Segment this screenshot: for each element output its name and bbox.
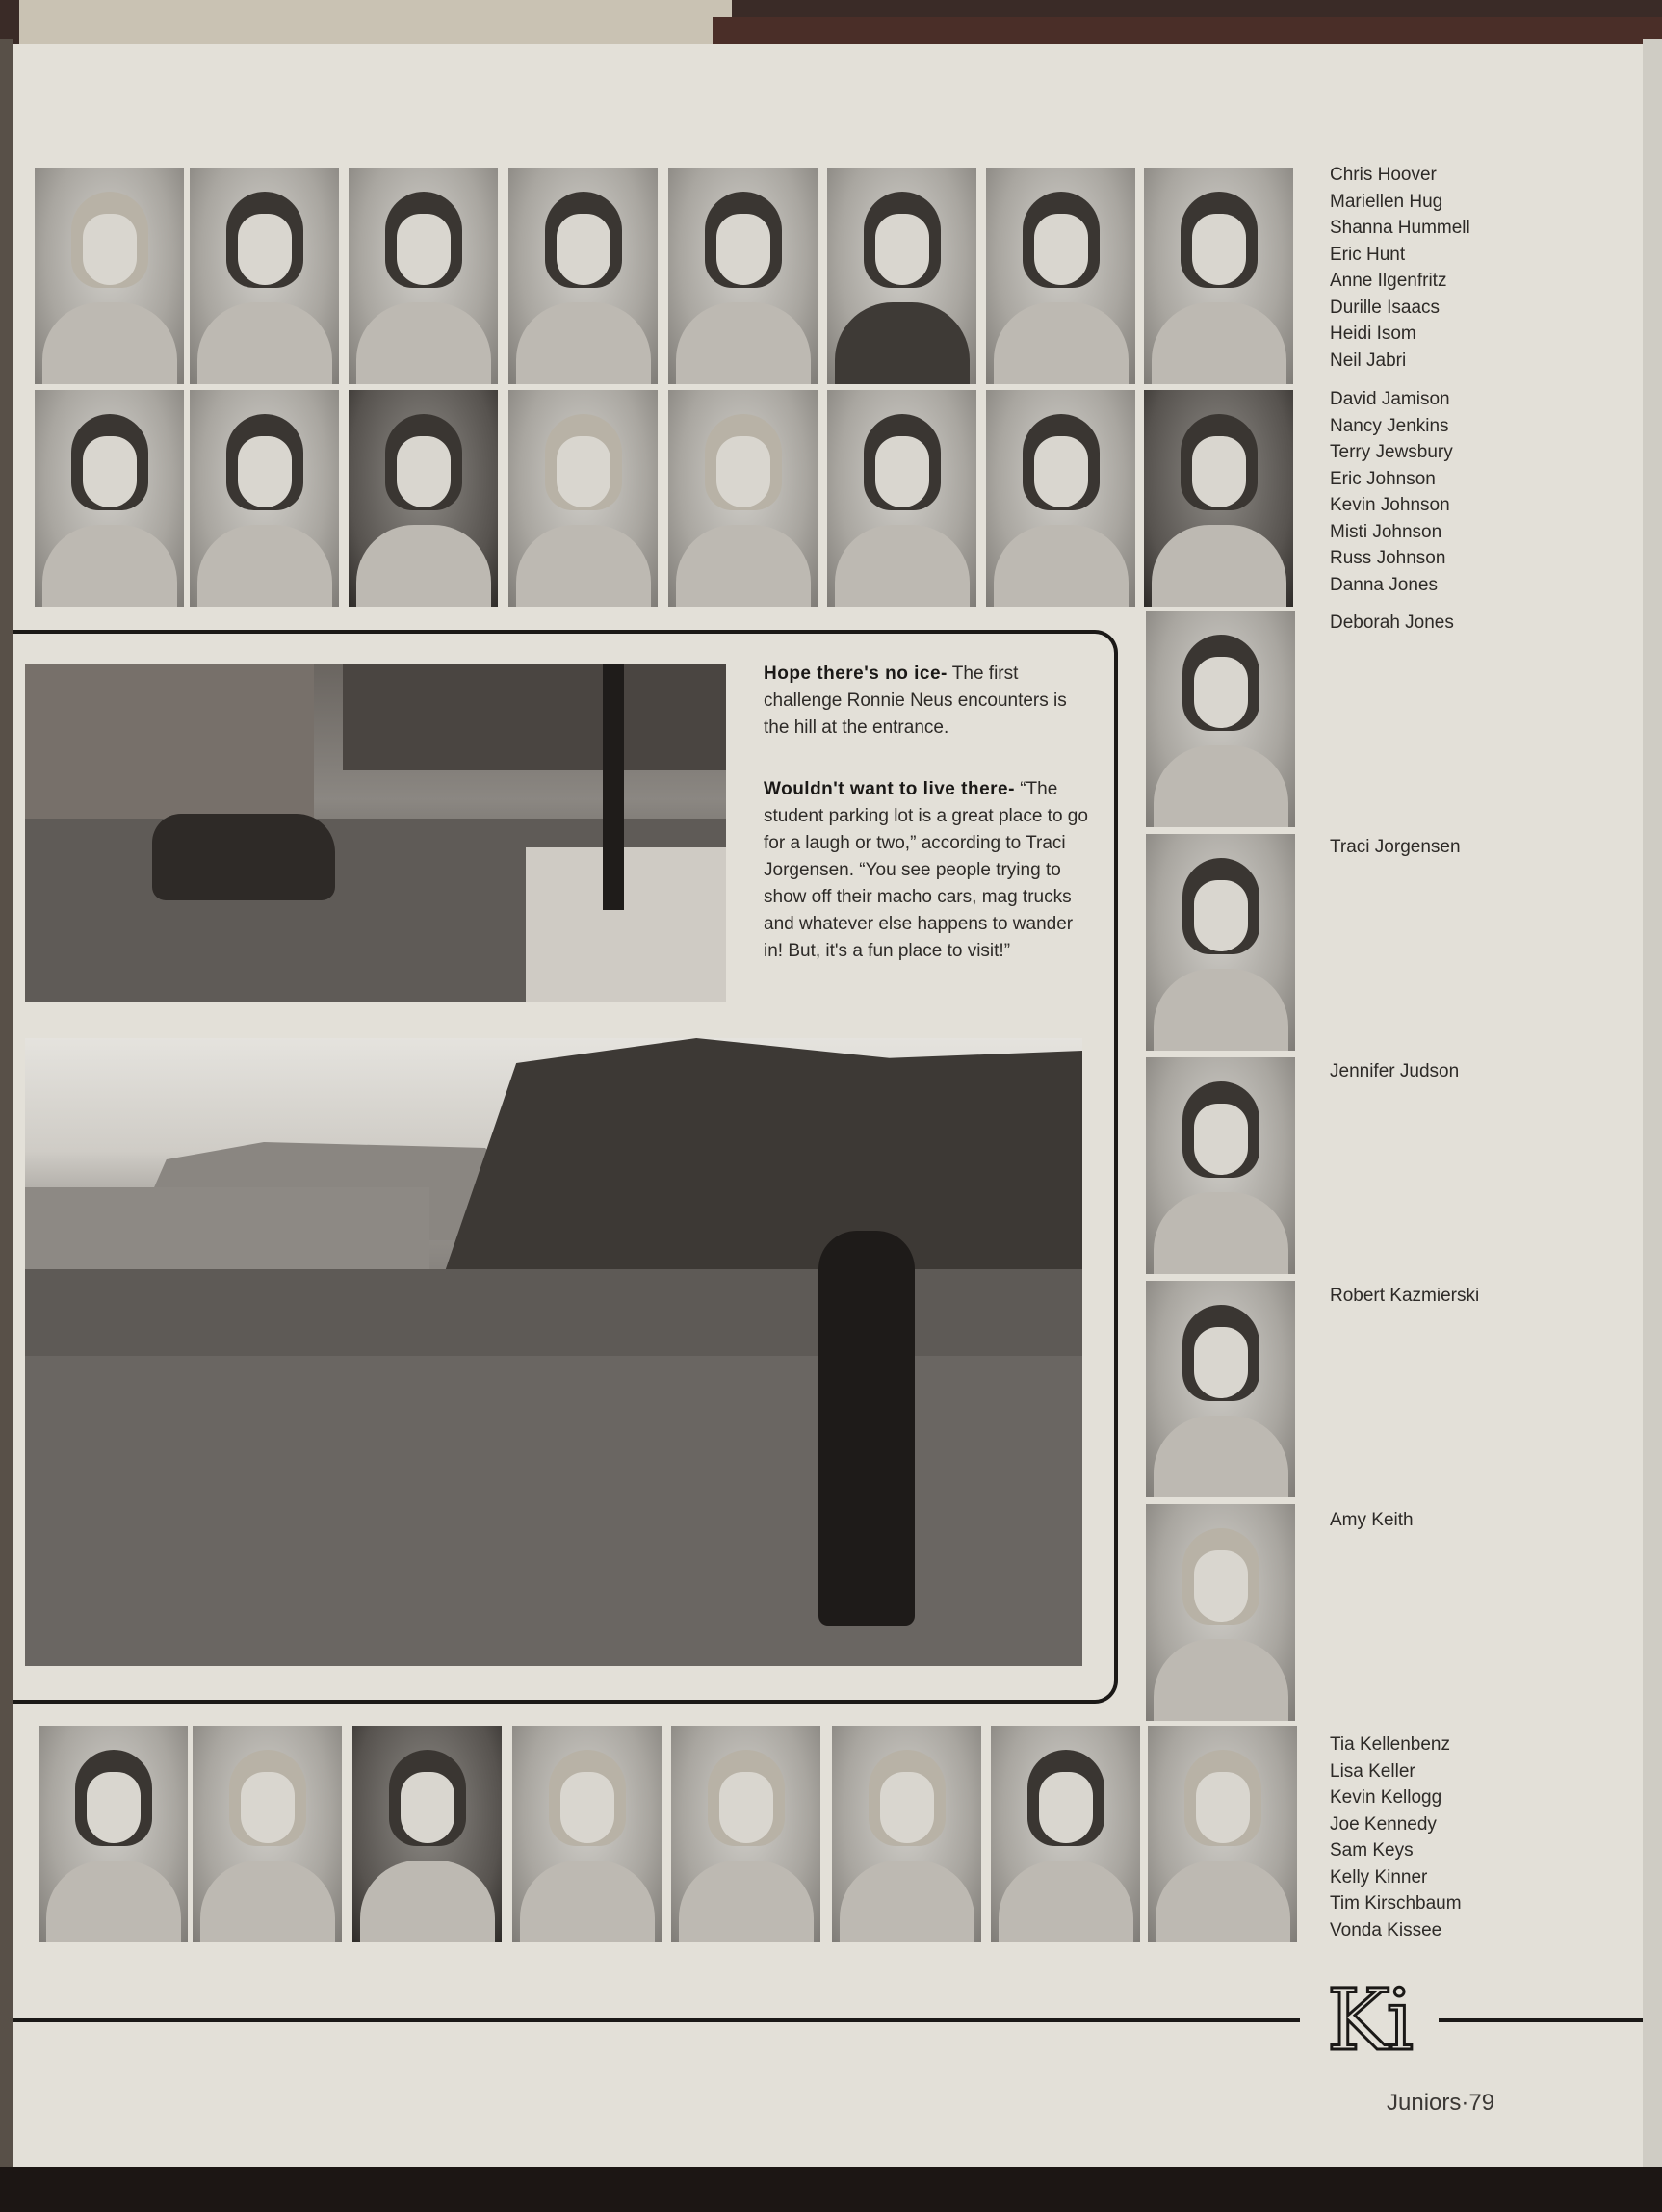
- divider-rule-right: [1439, 2018, 1643, 2022]
- portrait: [1146, 1504, 1295, 1721]
- student-name: Traci Jorgensen: [1330, 837, 1461, 857]
- caption-1: [764, 661, 1091, 742]
- photo-parking-entrance: [25, 664, 726, 1002]
- student-name: Jennifer Judson: [1330, 1061, 1460, 1081]
- student-name: Misti Johnson: [1330, 521, 1442, 542]
- row-3-names: [1330, 1731, 1462, 1943]
- student-name: Tia Kellenbenz: [1330, 1734, 1450, 1755]
- row-2-names: [1330, 386, 1453, 598]
- student-name: Amy Keith: [1330, 1510, 1414, 1530]
- student-name: Robert Kazmierski: [1330, 1286, 1480, 1306]
- portrait: [668, 390, 818, 607]
- section-letters: Ki: [1327, 1970, 1410, 2069]
- page-left-edge: [0, 39, 13, 2167]
- portrait: [827, 168, 976, 384]
- portrait: [986, 390, 1135, 607]
- caption-2-title: Wouldn't want to live there-: [764, 779, 1015, 799]
- row-1-names: [1330, 162, 1470, 374]
- paper-scrap: [19, 0, 732, 48]
- portrait: [352, 1726, 502, 1942]
- portrait: [349, 168, 498, 384]
- portrait: [986, 168, 1135, 384]
- student-name: Joe Kennedy: [1330, 1813, 1437, 1835]
- scan-edge: [713, 17, 1662, 46]
- student-name: Eric Johnson: [1330, 468, 1436, 489]
- caption-2: [764, 776, 1091, 965]
- portrait: [190, 390, 339, 607]
- student-name: Kevin Kellogg: [1330, 1787, 1442, 1808]
- portrait: [1146, 1057, 1295, 1274]
- portrait: [508, 390, 658, 607]
- student-name: Tim Kirschbaum: [1330, 1893, 1462, 1913]
- portrait: [39, 1726, 188, 1942]
- portrait: [508, 168, 658, 384]
- portrait: [1148, 1726, 1297, 1942]
- portrait: [190, 168, 339, 384]
- portrait: [1146, 1281, 1295, 1497]
- page-footer: Juniors·79: [1387, 2090, 1495, 2116]
- student-name: Shanna Hummell: [1330, 218, 1470, 238]
- caption-1-body: The first challenge Ronnie Neus encounters is the hill at the entrance.: [764, 664, 1067, 738]
- portrait: [35, 390, 184, 607]
- photo-captions: [764, 661, 1091, 1000]
- student-name: Durille Isaacs: [1330, 297, 1441, 318]
- portrait: [1144, 390, 1293, 607]
- scanned-background-bottom: [0, 2167, 1662, 2212]
- student-name: Kelly Kinner: [1330, 1866, 1428, 1887]
- student-name: Deborah Jones: [1330, 612, 1454, 633]
- student-name: Russ Johnson: [1330, 548, 1446, 568]
- student-name: Terry Jewsbury: [1330, 442, 1453, 462]
- photo-student-parking-lot: [25, 1038, 1082, 1666]
- student-name: Sam Keys: [1330, 1840, 1414, 1861]
- student-name: Heidi Isom: [1330, 324, 1416, 344]
- caption-1-title: Hope there's no ice-: [764, 664, 948, 684]
- student-name: Vonda Kissee: [1330, 1919, 1442, 1940]
- student-name: David Jamison: [1330, 389, 1450, 409]
- student-name: Nancy Jenkins: [1330, 415, 1449, 436]
- portrait: [512, 1726, 662, 1942]
- portrait: [671, 1726, 820, 1942]
- portrait: [668, 168, 818, 384]
- student-name: Danna Jones: [1330, 574, 1438, 595]
- portrait: [349, 390, 498, 607]
- portrait: [827, 390, 976, 607]
- portrait: [193, 1726, 342, 1942]
- portrait: [991, 1726, 1140, 1942]
- student-name: Lisa Keller: [1330, 1760, 1415, 1782]
- caption-2-body: “The student parking lot is a great place to go for a laugh or two,” according to Traci Jorgensen. “You see people trying to show off their macho cars, mag trucks and whatever else happens to wander in! But, it's a fun place to visit!”: [764, 779, 1088, 961]
- student-name: Kevin Johnson: [1330, 495, 1450, 515]
- student-name: Eric Hunt: [1330, 244, 1406, 265]
- portrait: [832, 1726, 981, 1942]
- divider-rule-left: [13, 2018, 1300, 2022]
- student-name: Anne Ilgenfritz: [1330, 271, 1447, 291]
- student-name: Chris Hoover: [1330, 165, 1437, 185]
- portrait: [1144, 168, 1293, 384]
- scanned-background-top: [0, 0, 1662, 46]
- portrait: [1146, 611, 1295, 827]
- portrait: [1146, 834, 1295, 1051]
- student-name: Neil Jabri: [1330, 350, 1407, 371]
- page-right-edge: [1643, 39, 1662, 2167]
- student-name: Mariellen Hug: [1330, 191, 1443, 212]
- portrait: [35, 168, 184, 384]
